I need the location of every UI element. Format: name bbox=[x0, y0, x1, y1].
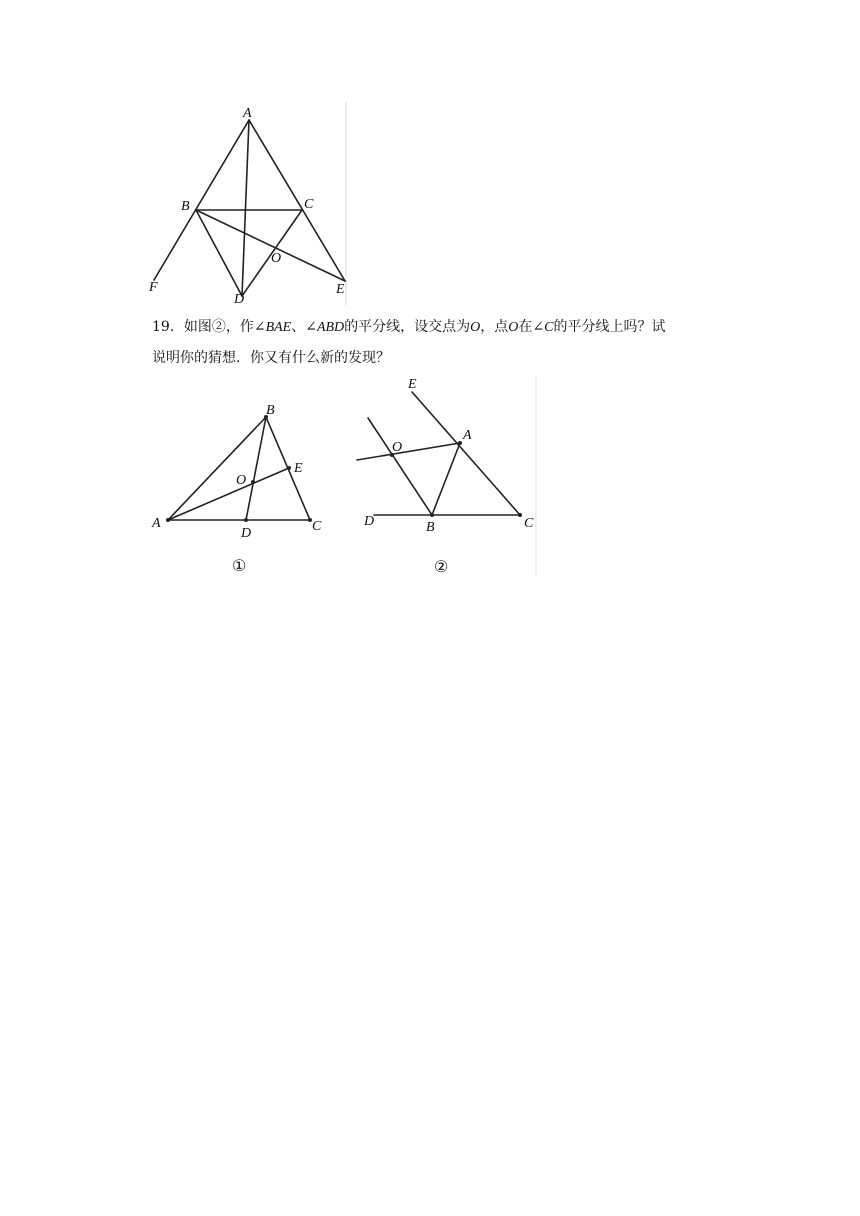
point-C bbox=[518, 513, 522, 517]
label-D: D bbox=[241, 526, 252, 541]
math-BAE: BAE bbox=[265, 320, 292, 335]
point-O bbox=[251, 480, 255, 484]
bisector-ABD bbox=[368, 418, 432, 515]
math-O-2: O bbox=[508, 320, 519, 335]
label-B: B bbox=[181, 199, 190, 214]
label-C: C bbox=[524, 516, 534, 531]
point-D bbox=[244, 518, 248, 522]
label-E: E bbox=[336, 282, 345, 297]
figure-1-diagram bbox=[148, 398, 338, 578]
label-O: O bbox=[271, 251, 282, 266]
label-E: E bbox=[294, 461, 303, 476]
question-text-1: 如图②，作∠ bbox=[183, 319, 266, 335]
question-line-2: 说明你的猜想．你又有什么新的发现？ bbox=[152, 350, 390, 366]
point-A bbox=[458, 441, 462, 445]
line-A-E bbox=[168, 468, 289, 520]
label-A: A bbox=[463, 428, 472, 443]
label-D: D bbox=[234, 292, 245, 307]
label-C: C bbox=[312, 519, 322, 534]
math-O-1: O bbox=[470, 320, 481, 335]
point-B bbox=[430, 513, 434, 517]
math-C: C bbox=[544, 320, 554, 335]
question-line-1 bbox=[152, 312, 752, 343]
point-A bbox=[166, 518, 170, 522]
label-A: A bbox=[152, 516, 161, 531]
figure-1 bbox=[148, 398, 338, 578]
line-A-B bbox=[432, 443, 460, 515]
label-A: A bbox=[243, 106, 252, 121]
label-E: E bbox=[408, 377, 417, 392]
line-B-E bbox=[196, 210, 345, 281]
question-text-2: 、∠ bbox=[291, 319, 317, 335]
bisector-BAE bbox=[357, 443, 460, 460]
figure-2 bbox=[352, 372, 542, 578]
question-text-6: 的平分线上吗？试 bbox=[553, 319, 666, 335]
math-ABD: ABD bbox=[316, 320, 345, 335]
question-number: 19． bbox=[152, 319, 184, 335]
line-E-C bbox=[412, 392, 520, 515]
line-A-E bbox=[249, 120, 345, 281]
point-E bbox=[287, 466, 291, 470]
line-A-D bbox=[242, 120, 249, 296]
line-A-F bbox=[154, 120, 249, 280]
figure-2-diagram bbox=[352, 372, 542, 578]
figure-top bbox=[140, 100, 360, 310]
figure-2-caption: ② bbox=[434, 559, 449, 576]
line-B-D bbox=[196, 210, 242, 296]
label-O: O bbox=[392, 440, 403, 455]
label-D: D bbox=[364, 514, 375, 529]
label-B: B bbox=[426, 520, 435, 535]
question-text-4: ，点 bbox=[480, 319, 509, 335]
question-text-5: 在∠ bbox=[518, 319, 545, 335]
label-B: B bbox=[266, 403, 275, 418]
figure-1-caption: ① bbox=[232, 558, 247, 575]
question-text-3: 的平分线，设交点为 bbox=[344, 319, 471, 335]
label-F: F bbox=[149, 280, 158, 295]
line-B-D bbox=[246, 417, 266, 520]
question-19 bbox=[152, 312, 752, 373]
label-C: C bbox=[304, 197, 314, 212]
figure-top-diagram bbox=[140, 100, 360, 310]
label-O: O bbox=[236, 473, 247, 488]
